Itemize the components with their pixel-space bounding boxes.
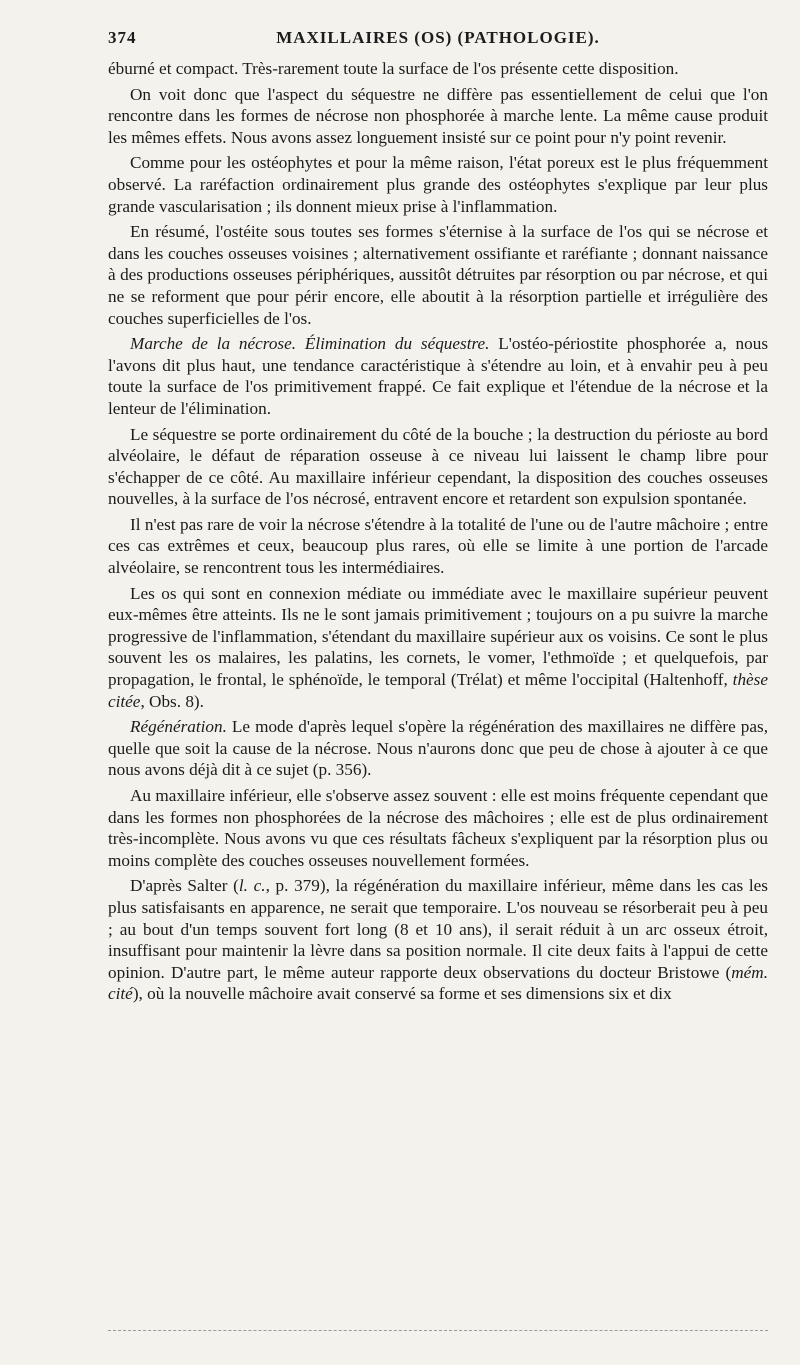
paragraph <box>108 221 768 329</box>
running-title: MAXILLAIRES (OS) (PATHOLOGIE). <box>276 28 600 47</box>
paragraph <box>108 785 768 871</box>
paragraph-text: éburné et compact. Très-rarement toute la surface de l'os présente cette disposition. <box>108 59 679 78</box>
document-page <box>108 28 768 1005</box>
paragraph <box>108 152 768 217</box>
paragraph-text: Au maxillaire inférieur, elle s'observe assez souvent : elle est moins fréquente cependant que dans les formes non phosphorées de la nécrose des mâchoires ; elle est de plus ordinairement très-incomplète. Nous avons vu que ces résultats fâcheux s'expliquent par la résorption plus ou moins complète des couches osseuses nouvellement formées. <box>108 786 768 870</box>
italic-text: thèse citée <box>108 670 768 711</box>
paragraph-text: Il n'est pas rare de voir la nécrose s'étendre à la totalité de l'une ou de l'autre mâchoire ; entre ces cas extrêmes et ceux, beaucoup plus rares, où elle se limite à une portion de l'arcade alvéolaire, se rencontrent tous les intermédiaires. <box>108 514 768 578</box>
paragraph-text: L'ostéo-périostite phosphorée a, nous l'avons dit plus haut, une tendance caractéristique à s'étendre au loin, et à envahir peu à peu toute la surface de l'os primitivement frappé. Ce fait explique et l'étendue de la nécrose et la lenteur de l'élimination. <box>108 334 769 418</box>
paragraph-text: Le mode d'après lequel s'opère la régénération des maxillaires ne diffère pas, quelle que soit la cause de la nécrose. Nous n'aurons donc que peu de chose à ajouter à ce que nous avons déjà dit à ce sujet (p. 356). <box>108 717 768 780</box>
paragraph-text: En résumé, l'ostéite sous toutes ses formes s'éternise à la surface de l'os qui se nécrose et dans les couches osseuses voisines ; alternativement ossifiante et raréfiante ; donnant naissance à des productions osseuses périphériques, aussitôt détruites par résorption ou par nécrose, et qui ne se reforment que pour périr encore, elle aboutit à la résorption partielle et irrégulière des couches superficielles de l'os. <box>108 222 768 328</box>
paragraph <box>108 424 768 510</box>
paragraph-text: Le séquestre se porte ordinairement du côté de la bouche ; la destruction du périoste au bord alvéolaire, le défaut de réparation osseuse à ce niveau lui laissent le champ libre pour s'échapper de ce côté. Au maxillaire inférieur cependant, la disposition des couches osseuses nouvelles, à la surface de l'os nécrosé, entravent encore et retardent son expulsion spontanée. <box>108 424 768 509</box>
paragraph <box>108 84 768 149</box>
paragraph-text: , Obs. 8). <box>140 691 204 711</box>
paragraph-text: ), où la nouvelle mâchoire avait conservé sa forme et ses dimensions six et dix <box>132 984 672 1004</box>
paragraph-text: Les os qui sont en connexion médiate ou immédiate avec le maxillaire supérieur peuvent eux-mêmes être atteints. Ils ne le sont jamais primitivement ; toujours on a pu suivre la marche progressive de l'inflammation, s'étendant du maxillaire supérieur aux os voisins. Ce sont le plus souvent les os malaires, les palatins, les cornets, le vomer, l'ethmoïde ; et quelquefois, par propagation, le frontal, le sphénoïde, le temporal (Trélat) et même l'occipital (Haltenhoff, <box>108 583 768 690</box>
paragraph <box>108 333 768 419</box>
italic-text: l. c. <box>238 876 266 896</box>
paragraph <box>108 875 768 1005</box>
paragraph-text: D'après Salter ( <box>130 876 239 896</box>
paragraph-text: Comme pour les ostéophytes et pour la même raison, l'état poreux est le plus fréquemment observé. La raréfaction ordinairement plus grande des ostéophytes s'explique par leur plus grande vascularisation ; ils donnent mieux prise à l'inflammation. <box>108 153 768 216</box>
italic-text: Régénération. <box>130 717 227 737</box>
paragraph <box>108 583 768 713</box>
page-number: 374 <box>108 28 137 47</box>
page-header <box>108 28 768 58</box>
body-text <box>108 58 768 1005</box>
paragraph-text: On voit donc que l'aspect du séquestre ne diffère pas essentiellement de celui que l'on rencontre dans les formes de nécrose non phosphorée à marche lente. La même cause produit les mêmes effets. Nous avons assez longuement insisté sur ce point pour n'y point revenir. <box>108 84 768 147</box>
paragraph <box>108 716 768 781</box>
italic-text: Marche de la nécrose. Élimination du séquestre. <box>130 334 490 354</box>
paragraph <box>108 514 768 579</box>
italic-text: mém. cité <box>108 962 768 1004</box>
footer-rule <box>108 1330 768 1331</box>
paragraph <box>108 58 768 80</box>
paragraph-text: , p. 379), la régénération du maxillaire inférieur, même dans les cas les plus satisfaisants en apparence, ne serait que temporaire. L'os nouveau se résorberait peu à peu ; au bout d'un temps souvent fort long (8 et 10 ans), il serait réduit à un arc osseux étroit, insuffisant pour maintenir la lèvre dans sa position normale. Il cite deux faits à l'appui de cette opinion. D'autre part, le même auteur rapporte deux observations du docteur Bristowe ( <box>108 876 768 982</box>
